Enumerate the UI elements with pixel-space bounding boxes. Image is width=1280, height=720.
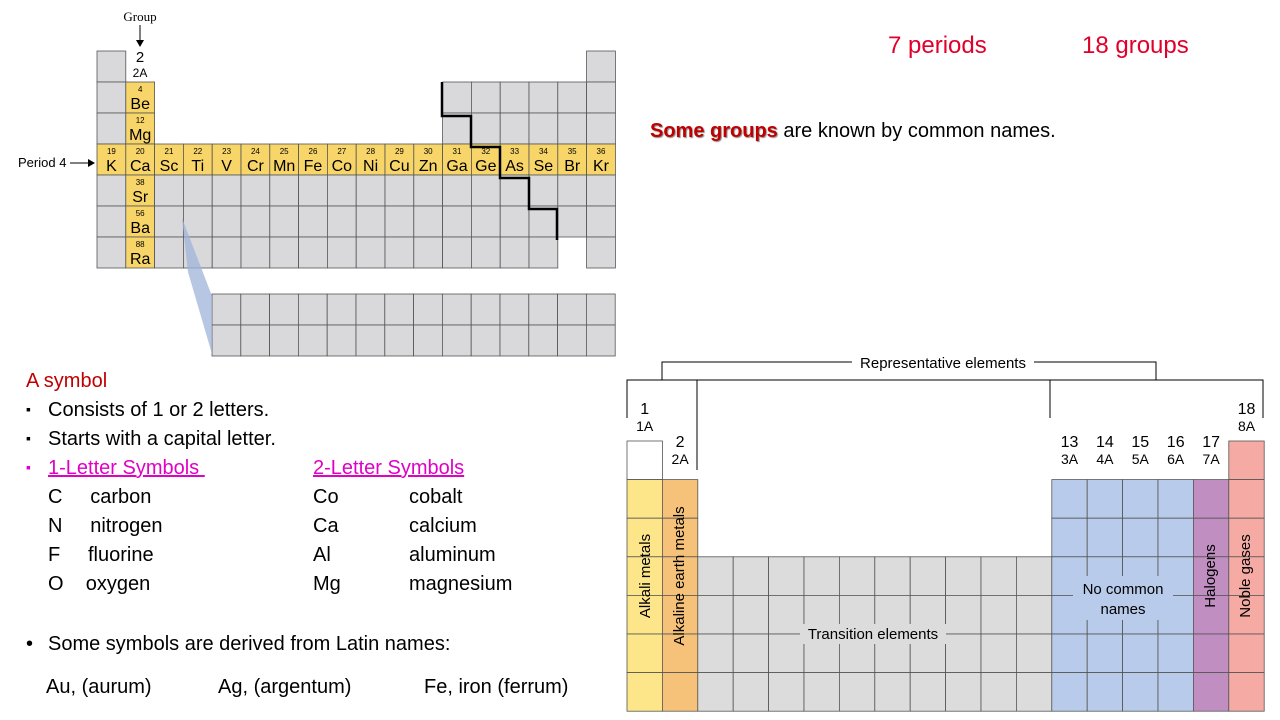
element-symbol: Zn: [418, 158, 438, 175]
table-cell: [443, 175, 472, 206]
group-cell: [1016, 557, 1051, 596]
atomic-number: 24: [250, 147, 260, 156]
group-cell: [733, 557, 768, 596]
group-cell: [1158, 480, 1193, 519]
bullet-1: ▪Consists of 1 or 2 letters.: [26, 396, 606, 425]
table-cell: [155, 237, 184, 268]
element-symbol: Sr: [132, 189, 149, 206]
group-cell: [769, 634, 804, 673]
table-cell: [587, 51, 616, 82]
group-cell: [1158, 673, 1193, 712]
group-cell: [1193, 634, 1228, 673]
symbol-row: O oxygen Mg magnesium: [48, 573, 513, 595]
periods-label: 7 periods: [888, 32, 987, 59]
atomic-number: 4: [137, 85, 143, 94]
atomic-number: 56: [135, 209, 145, 218]
group-number: 18: [1237, 401, 1256, 418]
group-cell: [662, 673, 697, 712]
table-cell: [414, 206, 443, 237]
group-cell: [769, 595, 804, 634]
element-symbol: Br: [564, 158, 581, 175]
table-cell: [183, 206, 212, 237]
group-cell: [1193, 673, 1228, 712]
table-cell: [587, 237, 616, 268]
period-arrowhead: [88, 159, 95, 167]
group-cell: [981, 557, 1016, 596]
table-cell: [558, 325, 587, 356]
table-cell: [471, 206, 500, 237]
table-cell: [327, 294, 356, 325]
group-cell: [946, 634, 981, 673]
symbols-header-row: [26, 454, 606, 483]
group-cell: [627, 673, 662, 712]
table-cell: [558, 206, 587, 237]
table-cell: [385, 206, 414, 237]
group-ab: 1A: [636, 418, 654, 434]
group-cell: [1229, 673, 1264, 712]
group-cell: [1052, 480, 1087, 519]
bullet-2: ▪Starts with a capital letter.: [26, 425, 606, 454]
element-symbol: Cu: [389, 158, 410, 175]
table-cell: [442, 325, 471, 356]
table-cell: [183, 175, 212, 206]
group-cell: [1229, 441, 1264, 480]
table-cell: [356, 206, 385, 237]
group-cell: [804, 557, 839, 596]
group-cell: [698, 634, 733, 673]
table-cell: [529, 82, 558, 113]
element-symbol: Cr: [246, 158, 264, 175]
group-cell: [1087, 480, 1122, 519]
table-cell: [414, 325, 443, 356]
table-cell: [500, 113, 529, 144]
group-cell: [875, 673, 910, 712]
group-cell: [804, 673, 839, 712]
atomic-number: 19: [106, 147, 116, 156]
group-names-table: [600, 340, 1280, 720]
table-cell: [443, 206, 472, 237]
table-cell: [471, 82, 500, 113]
group-cell: [1123, 634, 1158, 673]
group-cell: [733, 673, 768, 712]
common-names-line: [650, 120, 1056, 143]
element-symbol: Ra: [129, 251, 151, 268]
table-cell: [270, 206, 299, 237]
table-cell: [414, 175, 443, 206]
group-cell: [981, 634, 1016, 673]
element-symbol: Sc: [159, 158, 179, 175]
group-cell: [733, 595, 768, 634]
table-cell: [529, 325, 558, 356]
table-cell: [500, 294, 529, 325]
table-cell: [356, 325, 385, 356]
alkaline-earth-label: Alkaline earth metals: [671, 506, 688, 646]
group-cell: [1229, 634, 1264, 673]
table-cell: [529, 113, 558, 144]
two-letter-header: 2-Letter Symbols: [313, 457, 465, 479]
group-number: 17: [1202, 434, 1220, 451]
element-symbol: Be: [130, 96, 150, 113]
table-cell: [471, 294, 500, 325]
group-cell: [698, 673, 733, 712]
element-symbol: Mg: [129, 127, 152, 144]
table-cell: [443, 113, 472, 144]
table-cell: [155, 206, 184, 237]
table-cell: [212, 206, 241, 237]
alkali-label: Alkali metals: [637, 533, 654, 619]
atomic-number: 31: [452, 147, 462, 156]
group-label: Group: [123, 9, 157, 24]
element-symbol: Fe: [303, 158, 323, 175]
atomic-number: 23: [222, 147, 232, 156]
symbol-row: C carbon Co cobalt: [48, 486, 463, 508]
group-ab: 2A: [671, 451, 689, 467]
element-symbol: Ge: [475, 158, 497, 175]
table-cell: [299, 237, 328, 268]
table-cell: [414, 294, 443, 325]
group-cell: [1087, 673, 1122, 712]
group-number: 15: [1131, 434, 1150, 451]
table-cell: [327, 325, 356, 356]
transition-label: Transition elements: [807, 626, 939, 643]
no-common-label-1: No common: [1082, 581, 1164, 598]
table-cell: [471, 237, 500, 268]
element-symbol: Ni: [363, 158, 379, 175]
atomic-number: 88: [135, 240, 145, 249]
table-cell: [97, 51, 126, 82]
representative-label: Representative elements: [860, 355, 1026, 372]
group-cell: [769, 673, 804, 712]
atomic-number: 22: [193, 147, 203, 156]
table-cell: [443, 82, 472, 113]
group-number: 2: [675, 434, 685, 451]
atomic-number: 34: [538, 147, 548, 156]
element-symbol: Ti: [191, 158, 205, 175]
groups-label: 18 groups: [1082, 32, 1189, 59]
group-cell: [1016, 673, 1051, 712]
group-cell: [1123, 673, 1158, 712]
table-cell: [471, 113, 500, 144]
group-number: 16: [1166, 434, 1185, 451]
element-symbol: K: [106, 158, 117, 175]
table-cell: [97, 113, 126, 144]
atomic-number: 32: [481, 147, 491, 156]
table-cell: [471, 325, 500, 356]
group-ab: 4A: [1096, 451, 1114, 467]
table-cell: [529, 206, 558, 237]
table-cell: [212, 294, 241, 325]
table-cell: [270, 175, 299, 206]
table-cell: [586, 294, 615, 325]
table-cell: [327, 237, 356, 268]
group-cell: [946, 595, 981, 634]
group-cell: [1087, 634, 1122, 673]
group-cell: [981, 595, 1016, 634]
element-symbol: Ga: [446, 158, 468, 175]
table-cell: [558, 175, 587, 206]
table-cell: [241, 206, 270, 237]
element-symbol: Kr: [593, 158, 609, 175]
group-cell: [875, 557, 910, 596]
table-cell: [558, 294, 587, 325]
table-cell: [442, 294, 471, 325]
table-cell: [529, 237, 558, 268]
table-cell: [500, 325, 529, 356]
table-cell: [385, 175, 414, 206]
periodic-table-excerpt: [0, 0, 640, 360]
atomic-number: 29: [394, 147, 404, 156]
table-cell: [500, 206, 529, 237]
atomic-number: 27: [337, 147, 347, 156]
table-cell: [327, 175, 356, 206]
table-cell: [327, 206, 356, 237]
group-cell: [627, 634, 662, 673]
atomic-number: 20: [135, 147, 145, 156]
atomic-number: 30: [423, 147, 433, 156]
group-cell: [1229, 480, 1264, 519]
element-symbol: As: [505, 158, 524, 175]
table-cell: [385, 294, 414, 325]
group-cell: [1016, 595, 1051, 634]
table-cell: [385, 325, 414, 356]
table-cell: [356, 237, 385, 268]
table-cell: [241, 325, 270, 356]
group-cell: [1123, 480, 1158, 519]
table-cell: [155, 175, 184, 206]
group-number: 14: [1096, 434, 1114, 451]
table-cell: [500, 175, 529, 206]
group-headers: [636, 401, 1256, 467]
table-cell: [500, 82, 529, 113]
group-number: 2: [135, 49, 145, 66]
atomic-number: 26: [308, 147, 318, 156]
group-cell: [769, 557, 804, 596]
symbol-title: A symbol: [26, 370, 108, 392]
group-cell: [981, 673, 1016, 712]
halogens-label: Halogens: [1202, 544, 1219, 608]
common-names-rest: are known by common names.: [777, 120, 1056, 142]
group-ab: 6A: [1167, 451, 1185, 467]
table-cell: [587, 175, 616, 206]
table-cell: [299, 175, 328, 206]
symbol-row: N nitrogen Ca calcium: [48, 515, 477, 537]
atomic-number: 38: [135, 178, 145, 187]
group-cell: [698, 557, 733, 596]
latin-example: Ag, (argentum): [218, 676, 352, 698]
table-cell: [241, 175, 270, 206]
element-symbol: V: [221, 158, 232, 175]
group-ab: 7A: [1202, 451, 1220, 467]
table-cell: [385, 237, 414, 268]
symbol-section: [26, 367, 606, 599]
table-cell: [587, 113, 616, 144]
table-cell: [500, 237, 529, 268]
group-cell: [1193, 480, 1228, 519]
latin-example: Au, (aurum): [46, 676, 152, 698]
table-cell: [97, 237, 126, 268]
table-cell: [529, 175, 558, 206]
no-common-label-2: names: [1100, 601, 1146, 618]
table-cell: [241, 237, 270, 268]
atomic-number: 21: [164, 147, 174, 156]
atomic-number: 33: [510, 147, 520, 156]
group-cell: [1087, 518, 1122, 557]
element-symbol: Ba: [130, 220, 150, 237]
group-ab: 8A: [1237, 418, 1256, 434]
group-cell: [910, 673, 945, 712]
table-cell: [443, 237, 472, 268]
group-cell: [946, 673, 981, 712]
table-cell: [298, 325, 327, 356]
table-cell: [529, 294, 558, 325]
group-cell: [1052, 518, 1087, 557]
table-grid: [97, 51, 615, 356]
latin-intro: • Some symbols are derived from Latin names:: [26, 633, 451, 655]
table-cell: [241, 294, 270, 325]
group-cell: [733, 634, 768, 673]
atomic-number: 12: [135, 116, 145, 125]
atomic-number: 25: [279, 147, 289, 156]
table-cell: [587, 206, 616, 237]
table-cell: [97, 175, 126, 206]
table-cell: [558, 82, 587, 113]
table-cell: [356, 175, 385, 206]
element-symbol: Mn: [273, 158, 296, 175]
period-label: Period 4: [18, 155, 67, 170]
group-cell: [1052, 673, 1087, 712]
table-cell: [212, 325, 241, 356]
group-cell: [910, 557, 945, 596]
group-number: 13: [1060, 434, 1079, 451]
group-cell: [839, 673, 874, 712]
table-cell: [471, 175, 500, 206]
noble-gases-label: Noble gases: [1237, 534, 1254, 618]
group-ab: 5A: [1131, 451, 1149, 467]
table-cell: [558, 113, 587, 144]
atomic-number: 36: [596, 147, 606, 156]
element-symbol: Ca: [129, 158, 151, 175]
table-cell: [270, 237, 299, 268]
one-letter-header: 1-Letter Symbols: [48, 457, 205, 479]
group-cell: [627, 441, 662, 480]
group-ab: 2A: [132, 66, 148, 80]
table-cell: [270, 325, 299, 356]
table-cell: [97, 82, 126, 113]
element-symbol: Se: [533, 158, 554, 175]
group-ab: 3A: [1060, 451, 1079, 467]
table-cell: [299, 206, 328, 237]
group-cell: [1016, 634, 1051, 673]
group-number: 1: [640, 401, 650, 418]
atomic-number: 28: [366, 147, 376, 156]
table-cell: [270, 294, 299, 325]
table-cell: [298, 294, 327, 325]
some-groups-highlight: Some groups: [650, 120, 778, 142]
group-cell: [698, 595, 733, 634]
group-cell: [839, 557, 874, 596]
group-cell: [1052, 634, 1087, 673]
group-arrowhead: [136, 40, 144, 47]
table-cell: [587, 82, 616, 113]
group-cell: [946, 557, 981, 596]
table-cell: [356, 294, 385, 325]
table-cell: [212, 237, 241, 268]
group-cell: [627, 480, 662, 519]
table-cell: [414, 237, 443, 268]
latin-example: Fe, iron (ferrum): [424, 676, 569, 698]
atomic-number: 35: [567, 147, 577, 156]
group-cell: [1158, 634, 1193, 673]
group-cell: [1158, 518, 1193, 557]
table-cell: [212, 175, 241, 206]
group-cell: [1123, 518, 1158, 557]
symbol-row: F fluorine Al aluminum: [48, 544, 496, 566]
table-cell: [97, 206, 126, 237]
element-symbol: Co: [331, 158, 353, 175]
